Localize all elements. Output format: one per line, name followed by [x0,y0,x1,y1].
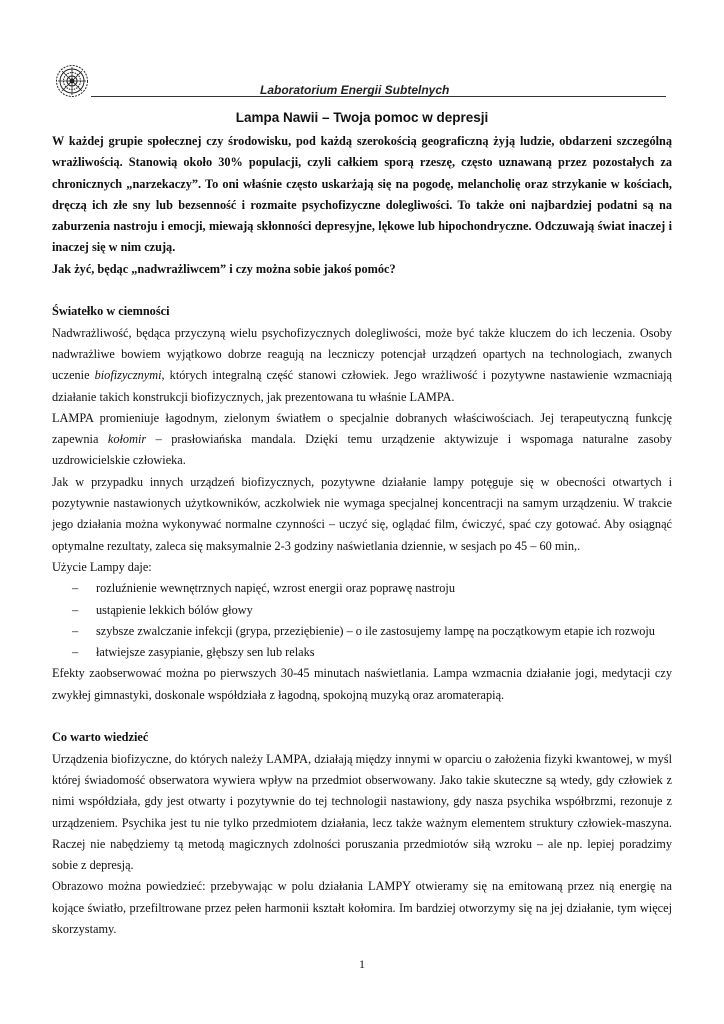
effects-list [52,578,672,663]
emphasis-kolomir: kołomir [107,432,147,447]
intro-question: Jak żyć, będąc „nadwrażliwcem” i czy można sobie jakoś pomóc? [52,261,396,276]
text-run: LAMPA promieniuje łagodnym, zielonym światłem o specjalnie dobranych właściwościach. Jej terapeutyczną funkcję zapewnia [52,410,672,447]
section2-paragraph-1: Urządzenia biofizyczne, do których należy LAMPA, działają między innymi w oparciu o założenia fizyki kwantowej, w myśl której świadomość obserwatora wywiera wpływ na przedmiot obserwowany. Jako takie skuteczne są wtedy, gdy człowiek z nimi współdziała, gdy jest otwarty i pozytywnie do tej technologii nastawiony, gdy nasza psychika współbrzmi, rezonuje z urządzeniem. Psychika jest tu nie tylko przedmiotem działania, lecz także ważnym elementem struktury człowiek-maszyna. Raczej nie nabędziemy tą metodą magicznych zdolności poruszania przedmiotów siłą wzroku – ale np. lepiej poradzimy sobie z depresją. [52,751,672,873]
page-header [55,64,666,98]
dash-bullet-icon: – [72,645,79,660]
header-divider [91,96,666,97]
section1-paragraph-2 [52,408,672,472]
dash-bullet-icon: – [72,623,79,638]
emphasis-biofizycznymi: biofizycznymi [94,368,162,383]
intro-paragraph: W każdej grupie społecznej czy środowisku, pod każdą szerokością geograficzną żyją ludzie, obdarzeni szczególną wrażliwością. Stanowią około 30% populacji, czyli całkiem sporą rzeszę, często uznawaną przez pozostałych za chronicznych „narzekaczy”. To oni właśnie często uskarżają się na pogodę, melancholię oraz strzykanie w kościach, dręczą ich złe sny lub bezsenność i rozmaite psychofizyczne dolegliwości. To także oni najbardziej podatni są na zaburzenia nastroju i emocji, miewają skłonności depresyjne, lękowe lub hipochondryczne. Odczuwają świat inaczej i inaczej się w nim czują. [52,134,672,255]
section1-paragraph-1 [52,323,672,408]
section-heading-co-warto: Co warto wiedzieć [52,730,149,745]
list-item-text: rozluźnienie wewnętrznych napięć, wzrost energii oraz poprawę nastroju [96,581,455,596]
mandala-logo-icon [55,64,89,98]
section2-paragraph-2: Obrazowo można powiedzieć: przebywając w polu działania LAMPY otwieramy się na emitowaną przez nią energię na kojące światło, przefiltrowane przez pełen harmonii kształt kołomira. Im bardziej otworzymy się na jej działanie, tym więcej skorzystamy. [52,879,672,936]
spacer [52,280,672,301]
list-item-text: ustąpienie lekkich bólów głowy [96,602,253,617]
list-item [52,621,672,642]
text-run: Nadwrażliwość, będąca przyczyną wielu psychofizycznych dolegliwości, może być także kluczem do ich leczenia. Osoby nadwrażliwe bowiem wyjątkowo dobrze reagują na leczniczy potencjał urządzeń opartych na technologiach, zwanych uczenie [52,325,672,383]
document-title: Lampa Nawii – Twoja pomoc w depresji [235,110,489,125]
section-heading-swiatelko: Światełko w ciemności [52,304,170,319]
text-run: – prasłowiańska mandala. Dzięki temu urządzenie aktywizuje i wspomaga naturalne zasoby uzdrowicielskie człowieka. [52,432,672,468]
document-body [52,131,672,940]
dash-bullet-icon: – [72,581,79,596]
list-item-text: szybsze zwalczanie infekcji (grypa, przeziębienie) – o ile zastosujemy lampę na początkowym etapie ich rozwoju [96,623,655,638]
dash-bullet-icon: – [72,602,79,617]
section1-paragraph-4: Efekty zaobserwować można po pierwszych 30-45 minutach naświetlania. Lampa wzmacnia działanie jogi, medytacji czy zwykłej gimnastyki, doskonale współdziała z łagodną, spokojną muzyką oraz aromaterapią. [52,666,672,702]
list-item [52,600,672,621]
list-intro: Użycie Lampy daje: [52,559,152,574]
page-number: 1 [359,957,365,971]
section1-paragraph-3: Jak w przypadku innych urządzeń biofizycznych, pozytywne działanie lampy potęguje się w obecności otwartych i pozytywnie nastawionych użytkowników, aczkolwiek nie wymaga specjalnej koncentracji na samym urządzeniu. W trakcie jego działania można wykonywać normalne czynności – uczyć się, oglądać film, ćwiczyć, spać czy gotować. Aby osiągnąć optymalne rezultaty, zaleca się maksymalnie 2-3 godziny naświetlania dziennie, w sesjach po 45 – 60 min,. [52,474,672,553]
spacer [52,706,672,727]
list-item-text: łatwiejsze zasypianie, głębszy sen lub relaks [96,645,315,660]
list-item [52,642,672,663]
text-run: , których integralną część stanowi człowiek. Jego wrażliwość i pozytywne nastawienie wzmacniają działanie takich konstrukcji biofizycznych, jak prezentowana tu właśnie LAMPA. [52,368,672,404]
list-item [52,578,672,599]
header-title: Laboratorium Energii Subtelnych [260,83,450,97]
